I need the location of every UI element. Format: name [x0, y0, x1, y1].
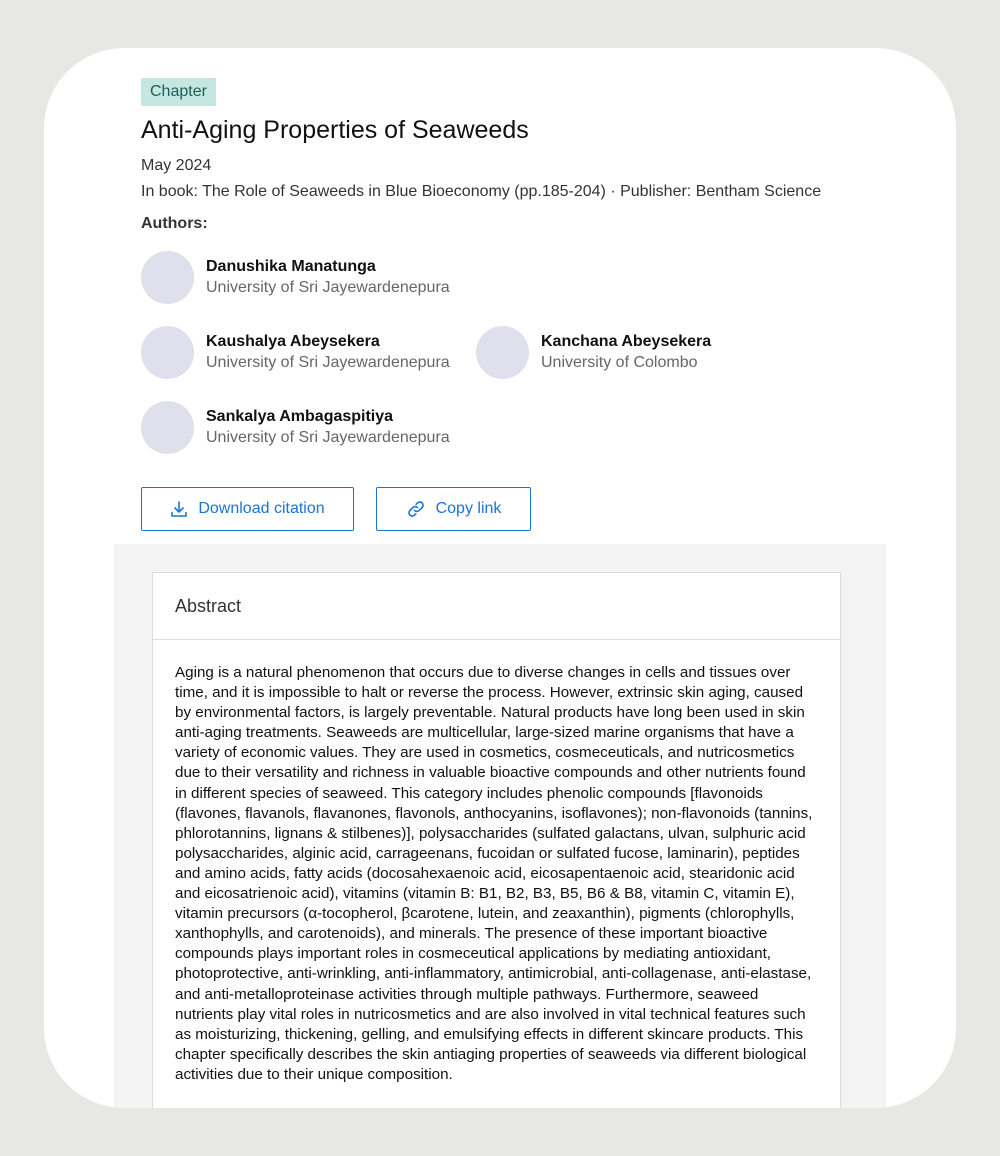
author-item[interactable]: [141, 326, 461, 380]
avatar[interactable]: [141, 326, 194, 379]
type-badge: Chapter: [141, 78, 216, 106]
link-icon: [406, 500, 426, 518]
publication-card: [44, 48, 956, 1108]
abstract-section: [114, 544, 886, 1108]
author-item[interactable]: [141, 251, 461, 305]
avatar[interactable]: [141, 401, 194, 454]
authors-label: Authors:: [141, 215, 208, 232]
author-item[interactable]: [141, 401, 461, 455]
avatar[interactable]: [141, 251, 194, 304]
abstract-panel: [152, 572, 841, 1108]
author-name[interactable]: Danushika Manatunga: [206, 258, 376, 275]
author-item[interactable]: [476, 326, 736, 380]
author-affiliation[interactable]: University of Sri Jayewardenepura: [206, 429, 450, 446]
publication-date: May 2024: [141, 157, 212, 174]
page-title: Anti-Aging Properties of Seaweeds: [141, 116, 529, 144]
copy-link-label: Copy link: [435, 500, 502, 517]
download-citation-button[interactable]: [141, 487, 354, 531]
abstract-text: Aging is a natural phenomenon that occurs due to diverse changes in cells and tissues over time, and it is impossible to halt or reverse the process. However, extrinsic skin aging, caused by environmental factors, is largely preventable. Natural products have long been used in skin anti-aging treatments. Seaweeds are multicellular, large-sized marine organisms that have a variety of economic values. They are used in cosmetics, cosmeceuticals, and nutricosmetics due to their versatility and richness in valuable bioactive compounds and other nutrients found in different species of seaweed. This category includes phenolic compounds [flavonoids (flavones, flavanols, flavanones, flavonols, anthocyanins, isoflavones); non-flavonoids (tannins, phlorotannins, lignans & stilbenes)], polysaccharides (sulfated galactans, ulvan, sulphuric acid polysaccharides, alginic acid, carrageenans, fucoidan or sulfated fucose, laminarin), peptides and amino acids, fatty acids (docosahexaenoic acid, eicosapentaenoic acid, stearidonic acid and eicosatrienoic acid), vitamins (vitamin B: B1, B2, B3, B5, B6 & B8, vitamin C, vitamin E), vitamin precursors (α-tocopherol, βcarotene, lutein, and zeaxanthin), pigments (chlorophylls, xanthophylls, and carotenoids), and minerals. The presence of these important bioactive compounds plays important roles in cosmeceutical applications by mediating antioxidant, photoprotective, anti-wrinkling, anti-inflammatory, antimicrobial, anti-collagenase, anti-elastase, and anti-metalloproteinase activities through multiple pathways. Furthermore, seaweed nutrients play vital roles in nutricosmetics and are also involved in vital technical features such as moisturizing, thickening, gelling, and emulsifying effects in different skincare products. This chapter specifically describes the skin antiaging properties of seaweeds via different biological activities due to their unique composition.: [175, 664, 813, 1083]
author-name[interactable]: Kaushalya Abeysekera: [206, 333, 380, 350]
download-citation-label: Download citation: [198, 500, 325, 517]
author-affiliation[interactable]: University of Sri Jayewardenepura: [206, 354, 450, 371]
copy-link-button[interactable]: [376, 487, 531, 531]
author-affiliation[interactable]: University of Colombo: [541, 354, 698, 371]
author-name[interactable]: Sankalya Ambagaspitiya: [206, 408, 394, 425]
download-icon: [170, 500, 188, 518]
abstract-heading: Abstract: [153, 573, 840, 640]
author-affiliation[interactable]: University of Sri Jayewardenepura: [206, 279, 450, 296]
book-info: In book: The Role of Seaweeds in Blue Bioeconomy (pp.185-204) · Publisher: Bentham Science: [141, 183, 822, 200]
author-name[interactable]: Kanchana Abeysekera: [541, 333, 712, 350]
avatar[interactable]: [476, 326, 529, 379]
